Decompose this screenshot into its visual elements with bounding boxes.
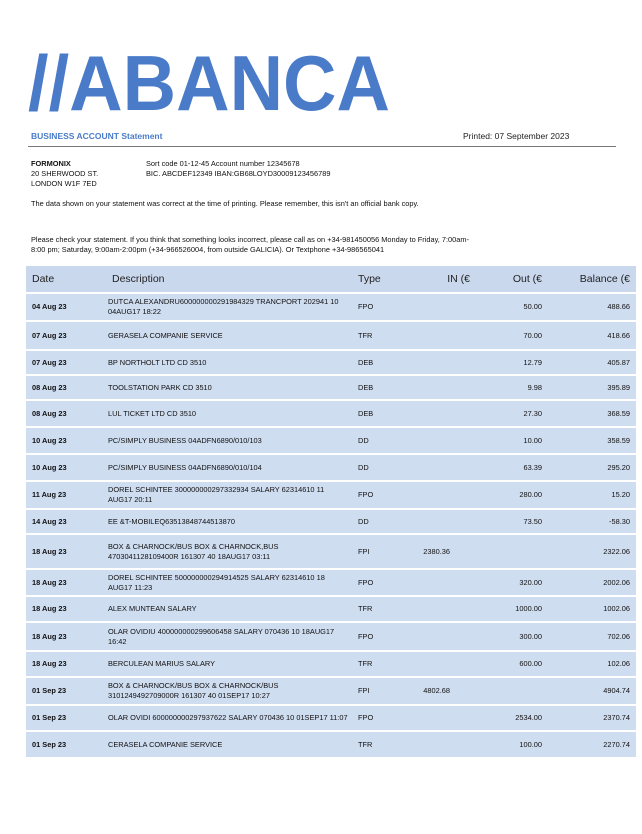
txn-balance: 2322.06 [548, 534, 636, 569]
customer-name: FORMONIX [31, 159, 71, 168]
txn-balance: 2002.06 [548, 569, 636, 596]
txn-type: DD [352, 454, 402, 481]
txn-description: LUL TICKET LTD CD 3510 [106, 400, 352, 427]
table-row [26, 622, 636, 651]
address-line-1: 20 SHERWOOD ST. [31, 169, 99, 178]
col-out-header: Out (€ [512, 273, 542, 285]
txn-balance: 358.59 [548, 427, 636, 454]
customer-address [31, 159, 98, 189]
table-row [26, 569, 636, 596]
account-details [146, 159, 330, 179]
txn-out: 9.98 [476, 375, 548, 400]
txn-in [402, 596, 476, 622]
txn-date: 07 Aug 23 [26, 321, 106, 350]
txn-in [402, 350, 476, 375]
txn-type: FPO [352, 569, 402, 596]
txn-date: 14 Aug 23 [26, 509, 106, 534]
txn-date: 07 Aug 23 [26, 350, 106, 375]
txn-out: 10.00 [476, 427, 548, 454]
txn-out: 50.00 [476, 293, 548, 321]
txn-date: 18 Aug 23 [26, 569, 106, 596]
logo-text: //ABANCA [28, 44, 390, 116]
txn-out: 300.00 [476, 622, 548, 651]
txn-date: 10 Aug 23 [26, 454, 106, 481]
txn-in [402, 400, 476, 427]
txn-date: 04 Aug 23 [26, 293, 106, 321]
txn-balance: 395.89 [548, 375, 636, 400]
txn-type: FPO [352, 481, 402, 509]
txn-balance: 488.66 [548, 293, 636, 321]
table-row [26, 596, 636, 622]
txn-in [402, 651, 476, 677]
txn-out: 320.00 [476, 569, 548, 596]
txn-balance: 15.20 [548, 481, 636, 509]
txn-description: PC/SIMPLY BUSINESS 04ADFN6890/010/103 [106, 427, 352, 454]
txn-date: 08 Aug 23 [26, 375, 106, 400]
document-title: BUSINESS ACCOUNT Statement [31, 131, 163, 141]
txn-in [402, 375, 476, 400]
txn-out: 280.00 [476, 481, 548, 509]
txn-description: DUTCA ALEXANDRU600000000291984329 TRANCPORT 202941 10 04AUG17 18:22 [106, 293, 352, 321]
txn-in [402, 509, 476, 534]
txn-out: 600.00 [476, 651, 548, 677]
txn-out: 27.30 [476, 400, 548, 427]
txn-in: 2380.36 [402, 534, 476, 569]
txn-in [402, 293, 476, 321]
txn-out: 12.79 [476, 350, 548, 375]
bic-iban: BIC. ABCDEF12349 IBAN:GB68LOYD30009123456789 [146, 169, 331, 178]
table-row [26, 481, 636, 509]
txn-date: 08 Aug 23 [26, 400, 106, 427]
txn-type: TFR [352, 731, 402, 757]
txn-in [402, 427, 476, 454]
txn-in [402, 454, 476, 481]
txn-type: DEB [352, 350, 402, 375]
txn-balance: 2270.74 [548, 731, 636, 757]
table-row [26, 350, 636, 375]
txn-date: 01 Sep 23 [26, 705, 106, 731]
txn-out [476, 534, 548, 569]
table-row [26, 321, 636, 350]
col-balance-header: Balance (€ [579, 273, 630, 285]
txn-description: PC/SIMPLY BUSINESS 04ADFN6890/010/104 [106, 454, 352, 481]
txn-out: 63.39 [476, 454, 548, 481]
printed-note: The data shown on your statement was correct at the time of printing. Please remember, this isn't an official bank copy. [31, 199, 419, 208]
txn-balance: 418.66 [548, 321, 636, 350]
table-header-row [26, 266, 636, 293]
txn-balance: 4904.74 [548, 677, 636, 705]
table-row [26, 705, 636, 731]
table-row [26, 534, 636, 569]
txn-type: FPO [352, 293, 402, 321]
txn-description: TOOLSTATION PARK CD 3510 [106, 375, 352, 400]
address-line-2: LONDON W1F 7ED [31, 179, 97, 188]
txn-description: GERASELA COMPANIE SERVICE [106, 321, 352, 350]
txn-description: OLAR OVIDI 600000000297937622 SALARY 070436 10 01SEP17 11:07 [106, 705, 352, 731]
txn-in: 4802.68 [402, 677, 476, 705]
table-row [26, 400, 636, 427]
txn-balance: 2370.74 [548, 705, 636, 731]
table-row [26, 454, 636, 481]
table-row [26, 427, 636, 454]
txn-date: 18 Aug 23 [26, 534, 106, 569]
txn-in [402, 622, 476, 651]
txn-balance: 405.87 [548, 350, 636, 375]
col-in-header: IN (€ [447, 273, 470, 285]
txn-type: FPI [352, 677, 402, 705]
txn-in [402, 321, 476, 350]
txn-out: 2534.00 [476, 705, 548, 731]
transactions-body [26, 293, 636, 757]
txn-description: OLAR OVIDIU 400000000299606458 SALARY 070436 10 18AUG17 16:42 [106, 622, 352, 651]
txn-in [402, 705, 476, 731]
txn-type: DEB [352, 400, 402, 427]
txn-balance: 295.20 [548, 454, 636, 481]
txn-type: TFR [352, 321, 402, 350]
txn-balance: 368.59 [548, 400, 636, 427]
sort-code-account-number: Sort code 01-12-45 Account number 12345678 [146, 159, 300, 168]
txn-type: TFR [352, 651, 402, 677]
txn-description: BOX & CHARNOCK/BUS BOX & CHARNOCK/BUS 3101249492709000R 161307 40 01SEP17 10:27 [106, 677, 352, 705]
txn-type: FPO [352, 622, 402, 651]
txn-date: 01 Sep 23 [26, 731, 106, 757]
txn-type: FPO [352, 705, 402, 731]
table-row [26, 509, 636, 534]
txn-description: ALEX MUNTEAN SALARY [106, 596, 352, 622]
txn-out [476, 677, 548, 705]
txn-out: 1000.00 [476, 596, 548, 622]
transactions-table [26, 266, 636, 757]
txn-description: DOREL SCHINTEE 500000000294914525 SALARY 62314610 18 AUG17 11:23 [106, 569, 352, 596]
txn-description: BERCULEAN MARIUS SALARY [106, 651, 352, 677]
table-row [26, 651, 636, 677]
txn-description: BP NORTHOLT LTD CD 3510 [106, 350, 352, 375]
txn-description: BOX & CHARNOCK/BUS BOX & CHARNOCK,BUS 4703041128109400R 161307 40 18AUG17 03:11 [106, 534, 352, 569]
col-date-header: Date [32, 273, 55, 285]
table-row [26, 293, 636, 321]
txn-in [402, 481, 476, 509]
txn-out: 100.00 [476, 731, 548, 757]
check-statement-note: Please check your statement. If you think that something looks incorrect, please call as on +34-981450056 Monday to Friday, 7:00am-8:00 pm; Saturday, 9:00am-2:00pm (+34-966526004, from outside GALICIA). Or Textphone +34-986565041 [31, 235, 469, 254]
table-row [26, 731, 636, 757]
txn-description: DOREL SCHINTEE 300000000297332934 SALARY 62314610 11 AUG17 20:11 [106, 481, 352, 509]
col-description-header: Description [112, 273, 165, 285]
header-divider [28, 146, 616, 147]
txn-balance: 102.06 [548, 651, 636, 677]
txn-type: DEB [352, 375, 402, 400]
txn-type: FPI [352, 534, 402, 569]
col-type-header: Type [358, 273, 381, 285]
txn-type: TFR [352, 596, 402, 622]
table-row [26, 677, 636, 705]
txn-balance: -58.30 [548, 509, 636, 534]
txn-description: CERASELA COMPANIE SERVICE [106, 731, 352, 757]
txn-out: 73.50 [476, 509, 548, 534]
txn-date: 18 Aug 23 [26, 622, 106, 651]
txn-balance: 702.06 [548, 622, 636, 651]
txn-balance: 1002.06 [548, 596, 636, 622]
txn-out: 70.00 [476, 321, 548, 350]
txn-type: DD [352, 509, 402, 534]
txn-in [402, 569, 476, 596]
printed-date: Printed: 07 September 2023 [463, 131, 570, 141]
table-row [26, 375, 636, 400]
txn-date: 11 Aug 23 [26, 481, 106, 509]
txn-date: 18 Aug 23 [26, 651, 106, 677]
abanca-logo [28, 44, 398, 116]
txn-date: 18 Aug 23 [26, 596, 106, 622]
txn-type: DD [352, 427, 402, 454]
txn-description: EE &T-MOBILEQ63513848744513870 [106, 509, 352, 534]
txn-date: 01 Sep 23 [26, 677, 106, 705]
txn-in [402, 731, 476, 757]
txn-date: 10 Aug 23 [26, 427, 106, 454]
